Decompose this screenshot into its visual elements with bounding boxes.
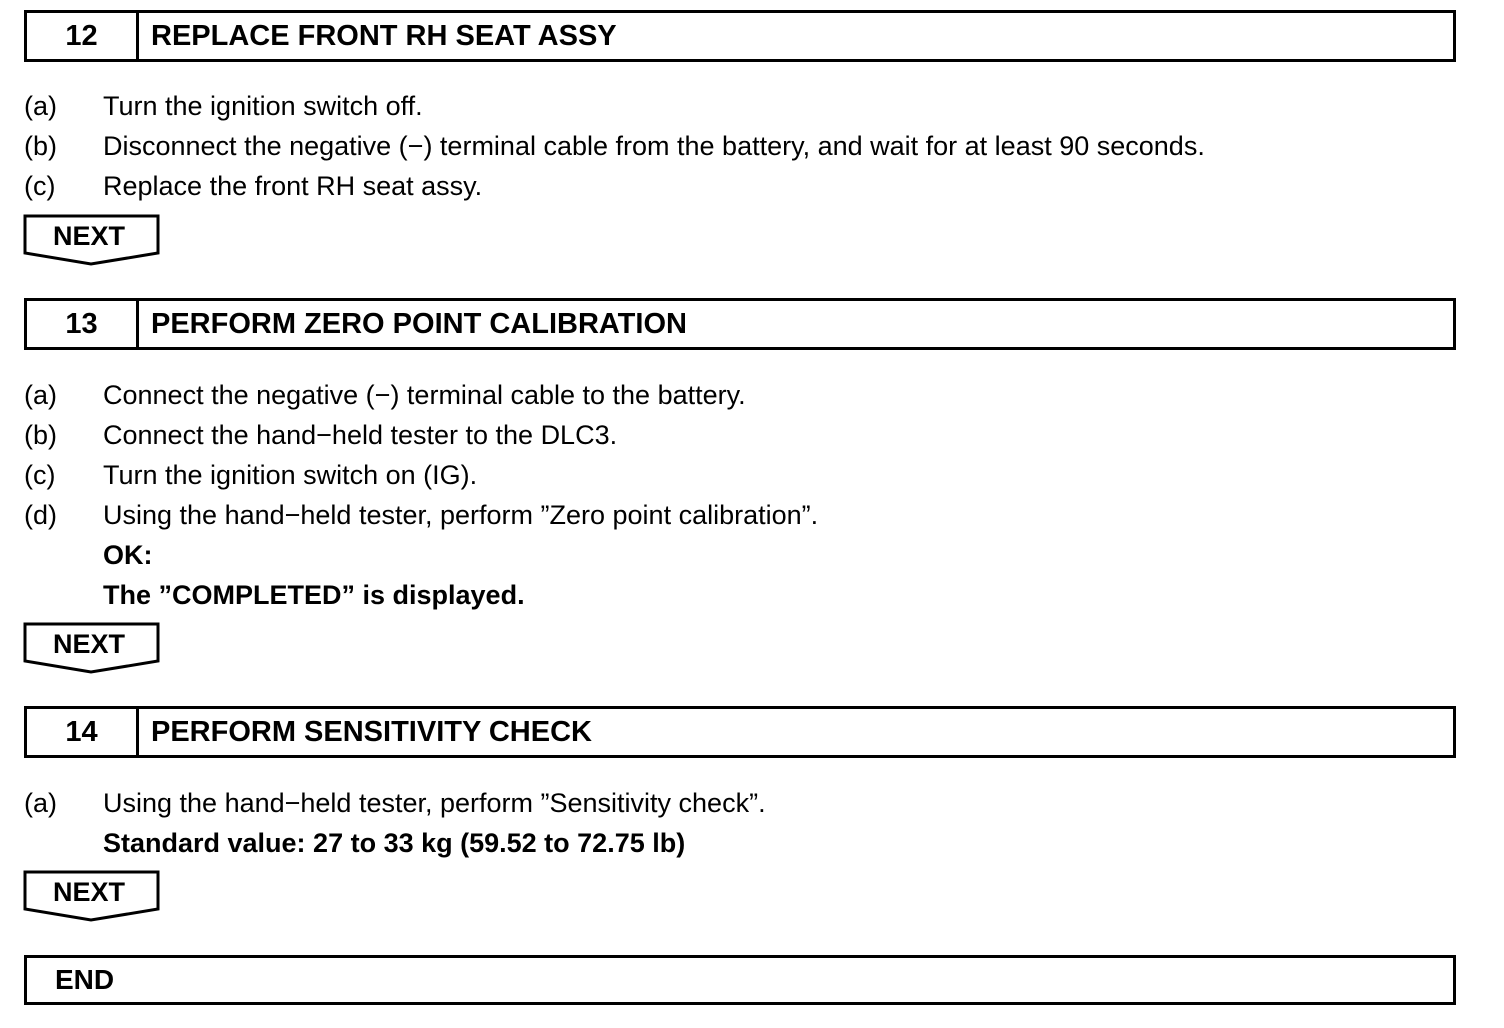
item-letter: (a) (24, 380, 57, 410)
list-item (24, 783, 1464, 823)
step-title: REPLACE FRONT RH SEAT ASSY (151, 19, 617, 52)
list-item (24, 495, 1464, 535)
end-box (24, 955, 1456, 1005)
next-button[interactable] (23, 870, 161, 924)
list-item (24, 86, 1464, 126)
result-label: OK: (103, 540, 153, 570)
item-letter: (a) (24, 91, 57, 121)
item-text: Turn the ignition switch on (IG). (103, 460, 478, 490)
next-label: NEXT (52, 877, 125, 907)
step-12-items (24, 86, 1464, 206)
list-item (24, 455, 1464, 495)
standard-value: Standard value: 27 to 33 kg (59.52 to 72.75 lb) (103, 828, 686, 858)
next-label: NEXT (52, 221, 125, 251)
step-13-header (24, 298, 1456, 350)
step-number: 14 (27, 709, 139, 755)
standard-value-row (24, 823, 1464, 863)
item-text: Disconnect the negative (−) terminal cable from the battery, and wait for at least 90 seconds. (103, 131, 1205, 161)
item-letter: (b) (24, 131, 57, 161)
item-text: Connect the hand−held tester to the DLC3. (103, 420, 618, 450)
end-label: END (55, 964, 115, 995)
step-number: 12 (27, 13, 139, 59)
list-item (24, 415, 1464, 455)
item-text: Replace the front RH seat assy. (103, 171, 483, 201)
next-label: NEXT (52, 629, 125, 659)
item-letter: (c) (24, 460, 56, 490)
step-14-header (24, 706, 1456, 758)
item-letter: (a) (24, 788, 57, 818)
step-12-header (24, 10, 1456, 62)
result-label-row (24, 535, 1464, 575)
item-letter: (d) (24, 500, 57, 530)
step-number: 13 (27, 301, 139, 347)
next-button[interactable] (23, 214, 161, 268)
step-title: PERFORM ZERO POINT CALIBRATION (151, 307, 687, 340)
step-title: PERFORM SENSITIVITY CHECK (151, 715, 592, 748)
result-text: The ”COMPLETED” is displayed. (103, 580, 525, 610)
item-text: Using the hand−held tester, perform ”Zero point calibration”. (103, 500, 819, 530)
next-button[interactable] (23, 622, 161, 676)
item-letter: (b) (24, 420, 57, 450)
item-text: Turn the ignition switch off. (103, 91, 423, 121)
item-text: Connect the negative (−) terminal cable to the battery. (103, 380, 746, 410)
step-13-items (24, 375, 1464, 615)
list-item (24, 166, 1464, 206)
item-letter: (c) (24, 171, 56, 201)
step-14-items (24, 783, 1464, 863)
list-item (24, 126, 1464, 166)
list-item (24, 375, 1464, 415)
item-text: Using the hand−held tester, perform ”Sensitivity check”. (103, 788, 766, 818)
result-text-row (24, 575, 1464, 615)
